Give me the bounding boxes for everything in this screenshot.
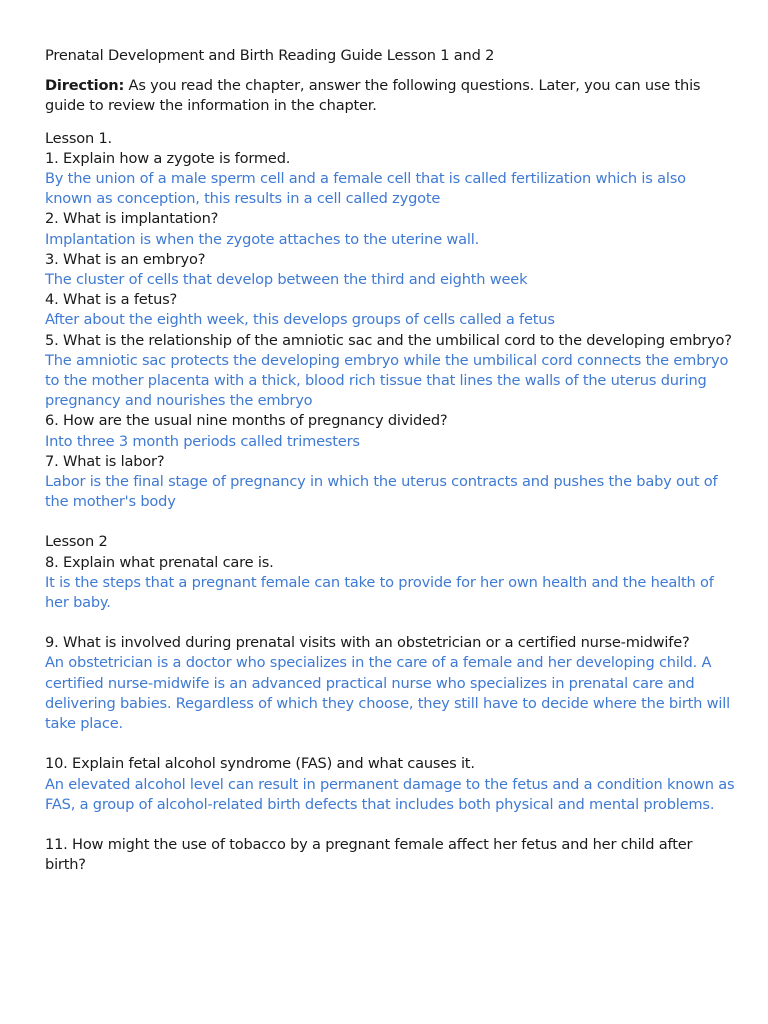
answer-text: An elevated alcohol level can result in permanent damage to the fetus and a condition known as FAS, a group of alcohol-related birth defects that includes both physical and mental problems. (45, 775, 735, 813)
question-block-10 (45, 754, 735, 815)
question-block-9 (45, 633, 735, 734)
page-title: Prenatal Development and Birth Reading Guide Lesson 1 and 2 (45, 47, 495, 64)
question-block-3 (45, 250, 735, 290)
question-text: 9. What is involved during prenatal visits with an obstetrician or a certified nurse-midwife? (45, 634, 690, 652)
question-text: 8. Explain what prenatal care is. (45, 553, 274, 571)
answer-text: By the union of a male sperm cell and a female cell that is called fertilization which is also known as conception, this results in a cell called zygote (45, 170, 686, 208)
question-block-5 (45, 331, 735, 412)
question-text: 4. What is a fetus? (45, 291, 178, 309)
answer-text: After about the eighth week, this develops groups of cells called a fetus (45, 311, 555, 329)
answer-text: An obstetrician is a doctor who specializes in the care of a female and her developing child. A certified nurse-midwife is an advanced practical nurse who specializes in prenatal care and delivering babies. Regardless of which they choose, they still have to decide where the birth will take place. (45, 654, 730, 733)
question-block-11 (45, 835, 735, 875)
question-text: 6. How are the usual nine months of pregnancy divided? (45, 412, 448, 430)
question-text: 1. Explain how a zygote is formed. (45, 149, 291, 167)
question-text: 3. What is an embryo? (45, 250, 206, 268)
question-block-6 (45, 411, 735, 451)
question-text: 5. What is the relationship of the amniotic sac and the umbilical cord to the developing embryo? (45, 331, 732, 349)
question-block-2 (45, 209, 735, 249)
answer-text: Implantation is when the zygote attaches to the uterine wall. (45, 230, 480, 248)
lesson-2-heading: Lesson 2 (45, 533, 108, 551)
question-text: 7. What is labor? (45, 452, 165, 470)
section-spacer (45, 512, 735, 532)
direction-paragraph (45, 76, 735, 116)
question-text: 10. Explain fetal alcohol syndrome (FAS) and what causes it. (45, 755, 475, 773)
direction-label: Direction: (45, 77, 125, 95)
question-block-1 (45, 149, 735, 210)
reading-guide-page (45, 46, 735, 875)
question-text: 11. How might the use of tobacco by a pregnant female affect her fetus and her child after birth? (45, 835, 693, 874)
lesson-1-heading: Lesson 1. (45, 129, 113, 147)
answer-text: Into three 3 month periods called trimesters (45, 432, 360, 450)
question-spacer (45, 815, 735, 835)
question-block-4 (45, 290, 735, 330)
question-spacer (45, 613, 735, 633)
question-block-7 (45, 452, 735, 513)
question-text: 2. What is implantation? (45, 210, 219, 228)
answer-text: Labor is the final stage of pregnancy in which the uterus contracts and pushes the baby out of the mother's body (45, 473, 718, 511)
question-spacer (45, 734, 735, 754)
answer-text: The cluster of cells that develop between the third and eighth week (45, 271, 528, 289)
question-block-8 (45, 553, 735, 614)
direction-text: As you read the chapter, answer the following questions. Later, you can use this guide to review the information in the chapter. (45, 77, 701, 115)
answer-text: It is the steps that a pregnant female can take to provide for her own health and the health of her baby. (45, 573, 714, 612)
answer-text: The amniotic sac protects the developing embryo while the umbilical cord connects the embryo to the mother placenta with a thick, blood rich tissue that lines the walls of the uterus during pregnancy and nourishes the embryo (45, 351, 729, 410)
